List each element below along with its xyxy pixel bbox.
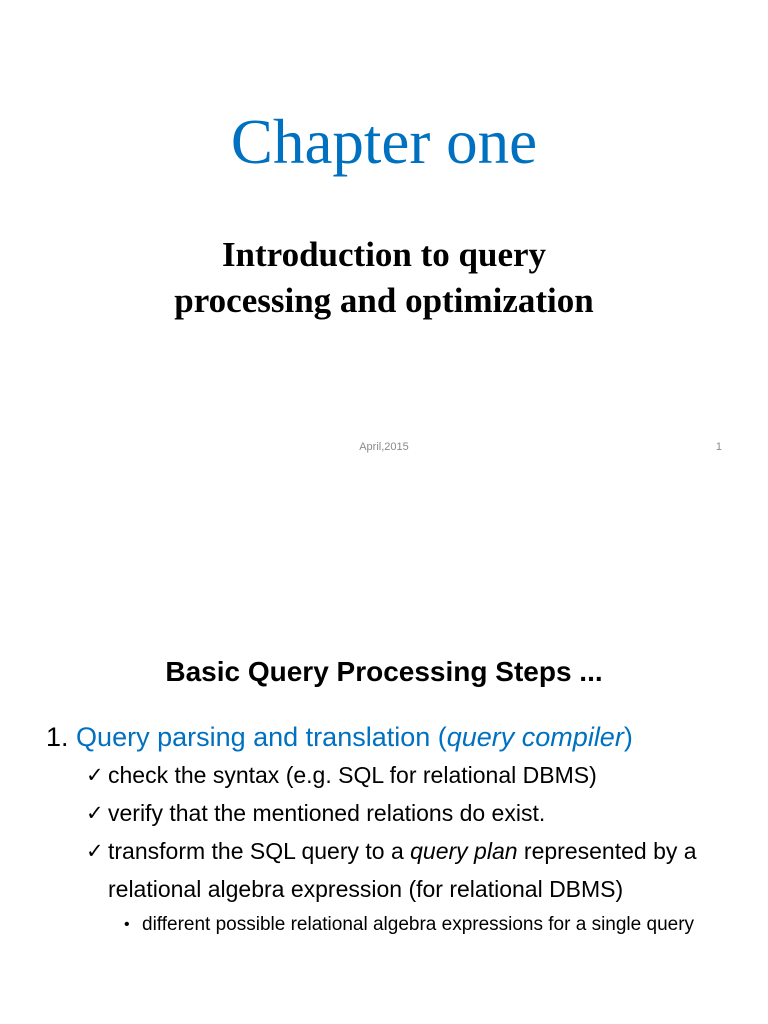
step-label-end: ) (623, 722, 633, 752)
content-slide (0, 576, 768, 1024)
sub-bullet-text: different possible relational algebra expressions for a single query (142, 914, 695, 935)
checkmark-icon: ✓ (86, 839, 104, 863)
sub-bullet-item (46, 910, 746, 940)
chapter-subtitle (0, 232, 768, 324)
step-1-heading (46, 718, 746, 756)
slide-title: Basic Query Processing Steps ... (165, 656, 603, 687)
bullet-icon: • (124, 916, 130, 933)
check-item-transform (46, 832, 746, 908)
check-text: verify that the mentioned relations do exist. (108, 800, 546, 826)
check-text-italic: query plan (410, 838, 518, 864)
step-label (76, 722, 633, 752)
checkmark-icon: ✓ (86, 801, 104, 825)
check-text-before: transform the SQL query to a (108, 838, 411, 864)
check-text-after: represented by a relational algebra expression (for relational DBMS) (108, 838, 697, 902)
slide-body (46, 718, 746, 940)
step-label-main: Query parsing and translation ( (76, 722, 447, 752)
chapter-title: Chapter one (230, 107, 538, 177)
page-number: 1 (715, 441, 722, 453)
step-number: 1. (46, 722, 69, 752)
checkmark-icon: ✓ (86, 763, 104, 787)
step-label-italic: query compiler (446, 722, 624, 752)
check-item-syntax (46, 756, 746, 794)
check-item-relations (46, 794, 746, 832)
subtitle-line-1: Introduction to query (221, 235, 547, 274)
subtitle-line-2: processing and optimization (174, 281, 594, 320)
check-text: check the syntax (e.g. SQL for relational DBMS) (108, 762, 597, 788)
footer-date: April,2015 (359, 441, 409, 453)
